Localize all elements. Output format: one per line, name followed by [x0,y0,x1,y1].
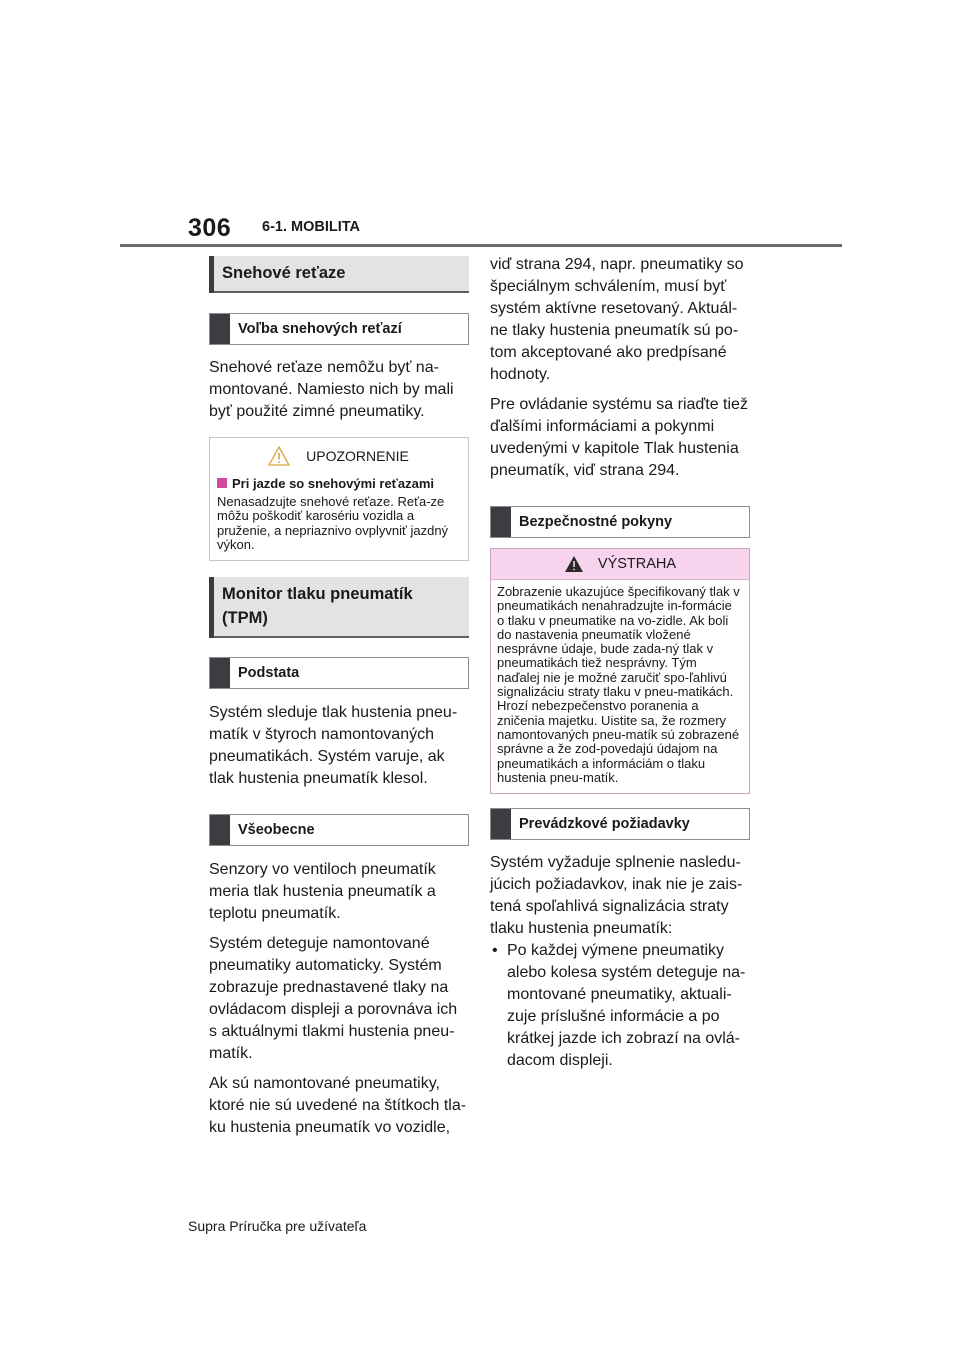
pink-square-icon [217,478,227,488]
left-column [209,256,469,1139]
warning-box [490,548,750,794]
header-rule [120,244,842,247]
paragraph-chains: Snehové reťaze nemôžu byť na-montované. Namiesto nich by mali byť použité zimné pneumatiky. [209,359,454,420]
caution-header [217,446,460,466]
caution-box [209,437,469,561]
paragraph-continuation: viď strana 294, napr. pneumatiky so špeciálnym schválením, musí byť systém aktívne resetovaný. Aktuál-ne tlaky hustenia pneumatík sú po-tom akceptované ako predpísané hodnoty. [490,256,744,383]
subheading-general: Všeobecne [209,814,469,846]
warning-title: VÝSTRAHA [597,556,677,572]
subheading-safety: Bezpečnostné pokyny [490,506,750,538]
subheading-principle: Podstata [209,657,469,689]
warning-triangle-icon [268,446,290,466]
chapter-title: 6-1. MOBILITA [262,219,361,235]
bullet-marker: • [492,942,498,960]
paragraph-operation: Pre ovládanie systému sa riaďte tiež ďalšími informáciami a pokynmi uvedenými v kapitole Tlak hustenia pneumatík, viď strana 294. [490,396,748,479]
list-item [490,940,750,1072]
caution-subtitle: Pri jazde so snehovými reťazami [217,475,460,492]
paragraph-general-2: Systém deteguje namontované pneumatiky automaticky. Systém zobrazuje prednastavené tlaky na ovládacom displeji a porovnáva ich s aktuálnymi tlakmi hustenia pneu-matík. [209,935,458,1063]
warning-triangle-icon [564,555,584,573]
caution-text: Nenasadzujte snehové reťaze. Reťa-ze môžu poškodiť karosériu vozidla a pruženie, a nepriaznivo ovplyvniť jazdný výkon. [217,494,449,552]
heading-tpm: Monitor tlaku pneumatík (TPM) [209,577,469,638]
footer-text: Supra Príručka pre užívateľa [188,1218,367,1234]
paragraph-general-1: Senzory vo ventiloch pneumatík meria tlak hustenia pneumatík a teplotu pneumatík. [209,861,436,923]
right-column [490,254,750,1072]
paragraph-general-3: Ak sú namontované pneumatiky, ktoré nie sú uvedené na štítkoch tla-ku hustenia pneumatík vo vozidle, [209,1075,467,1137]
paragraph-principle: Systém sleduje tlak hustenia pneu-matík v štyroch namontovaných pneumatikách. Systém varuje, ak tlak hustenia pneumatík klesol. [209,704,458,788]
heading-snow-chains: Snehové reťaze [209,256,469,293]
warning-text: Zobrazenie ukazujúce špecifikovaný tlak v pneumatikách nenahradzujte in-formácie o tlaku v pneumatike na vo-zidle. Ak boli do nastavenia pneumatík vložené nesprávne údaje, bude zada-ný tlak v pneumatikách tiež nesprávny. Tým naďalej nie je možné zaručiť spo-ľahlivú signalizáciu straty tlaku v pneu-matikách. Hrozí nebezpečenstvo poranenia a zničenia majetku. Uistite sa, že rozmery namontovaných pneu-matík sú zobrazené správne a že zod-povedajú údajom na pneumatikách a informáciám o tlaku hustenia pneu-matík. [491,580,749,793]
caution-title: UPOZORNENIE [306,448,409,464]
subheading-choice-of-chains: Voľba snehových reťazí [209,313,469,345]
paragraph-requirements: Systém vyžaduje splnenie nasledu-júcich požiadavkov, inak nie je zais-tená spoľahlivá signalizácia straty tlaku hustenia pneumatík: [490,854,743,938]
warning-header [491,549,749,580]
subheading-requirements: Prevádzkové požiadavky [490,808,750,840]
bullet-text: Po každej výmene pneumatiky alebo kolesa systém deteguje na-montované pneumatiky, aktuali-zuje príslušné informácie a po krátkej jazde ich zobrazí na ovlá-dacom displeji. [507,942,746,1070]
page-number: 306 [188,214,232,242]
